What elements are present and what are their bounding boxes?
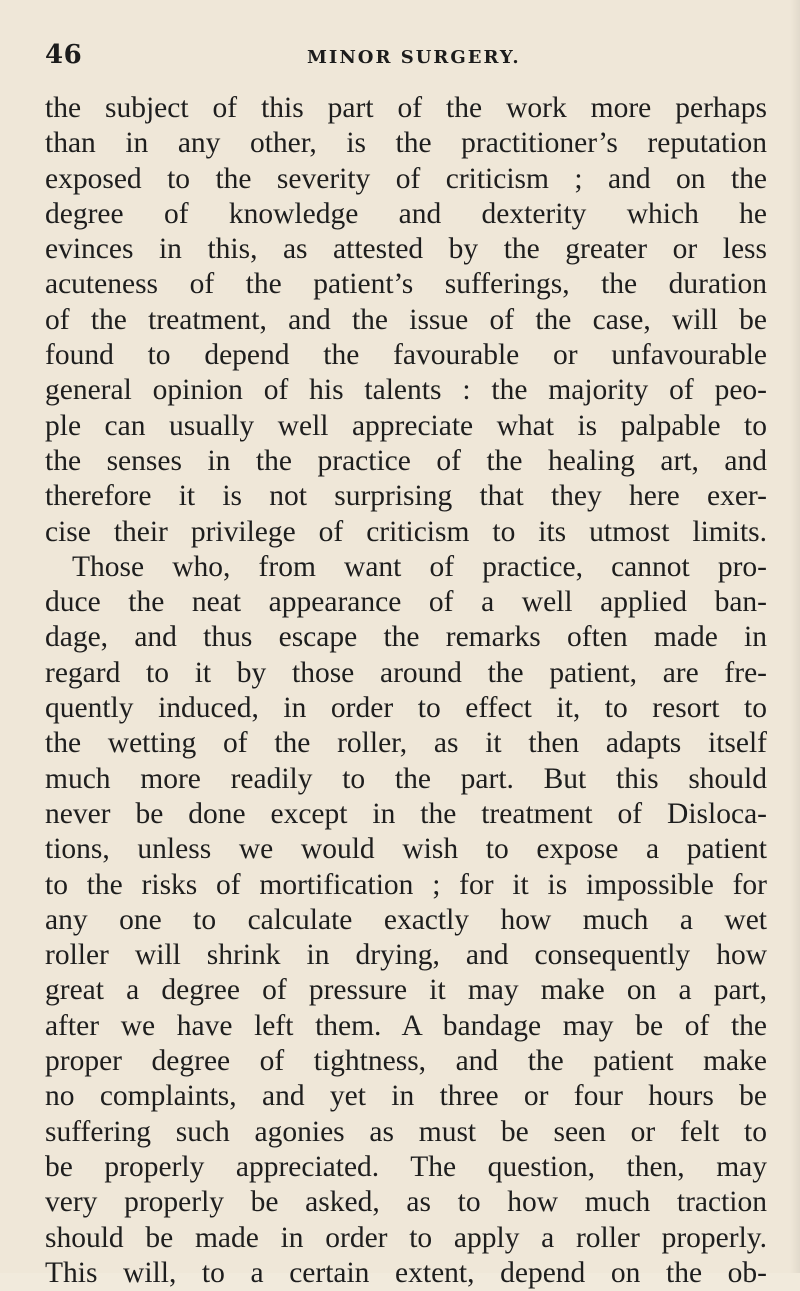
text-line: the wetting of the roller, as it then adapts itself [45, 727, 767, 760]
text-line: dage, and thus escape the remarks often made in [45, 621, 767, 654]
text-line: acuteness of the patient’s sufferings, the duration [45, 268, 767, 301]
text-line: never be done except in the treatment of Disloca- [45, 797, 767, 830]
text-line: after we have left them. A bandage may be of the [45, 1009, 767, 1042]
body-text [45, 91, 767, 1291]
text-line: exposed to the severity of criticism ; and on the [45, 162, 767, 195]
text-line: tions, unless we would wish to expose a patient [45, 833, 767, 866]
running-head: MINOR SURGERY. [307, 47, 521, 68]
text-line: very properly be asked, as to how much traction [45, 1186, 767, 1219]
text-line: suffering such agonies as must be seen or felt to [45, 1115, 767, 1148]
text-line: no complaints, and yet in three or four hours be [45, 1080, 767, 1113]
text-line: degree of knowledge and dexterity which he [45, 197, 767, 230]
page-number: 46 [45, 40, 83, 70]
text-line: great a degree of pressure it may make on a part, [45, 974, 767, 1007]
text-line: general opinion of his talents : the majority of peo- [45, 374, 767, 407]
text-line: should be made in order to apply a roller properly. [45, 1221, 767, 1254]
text-line: found to depend the favourable or unfavourable [45, 339, 767, 372]
text-line: than in any other, is the practitioner’s reputation [45, 127, 767, 160]
text-line: regard to it by those around the patient, are fre- [45, 656, 767, 689]
text-line: cise their privilege of criticism to its utmost limits. [45, 515, 767, 548]
text-line: any one to calculate exactly how much a wet [45, 903, 767, 936]
paragraph-start-line: Those who, from want of practice, cannot pro- [72, 550, 767, 583]
text-line: be properly appreciated. The question, then, may [45, 1150, 767, 1183]
text-line: therefore it is not surprising that they here exer- [45, 480, 767, 513]
text-line: much more readily to the part. But this should [45, 762, 767, 795]
text-line: proper degree of tightness, and the patient make [45, 1045, 767, 1078]
text-line: the senses in the practice of the healing art, and [45, 444, 767, 477]
text-line: to the risks of mortification ; for it is impossible for [45, 868, 767, 901]
page-header [45, 40, 765, 74]
text-line: This will, to a certain extent, depend on the ob- [45, 1256, 767, 1289]
text-line: the subject of this part of the work more perhaps [45, 92, 767, 124]
text-line: duce the neat appearance of a well applied ban- [45, 586, 767, 619]
text-line: quently induced, in order to effect it, to resort to [45, 692, 767, 725]
page-edge-shadow [790, 0, 800, 1273]
text-line: of the treatment, and the issue of the case, will be [45, 303, 767, 336]
text-line: roller will shrink in drying, and consequently how [45, 939, 767, 972]
text-line: evinces in this, as attested by the greater or less [45, 233, 767, 266]
text-line: ple can usually well appreciate what is palpable to [45, 409, 767, 442]
